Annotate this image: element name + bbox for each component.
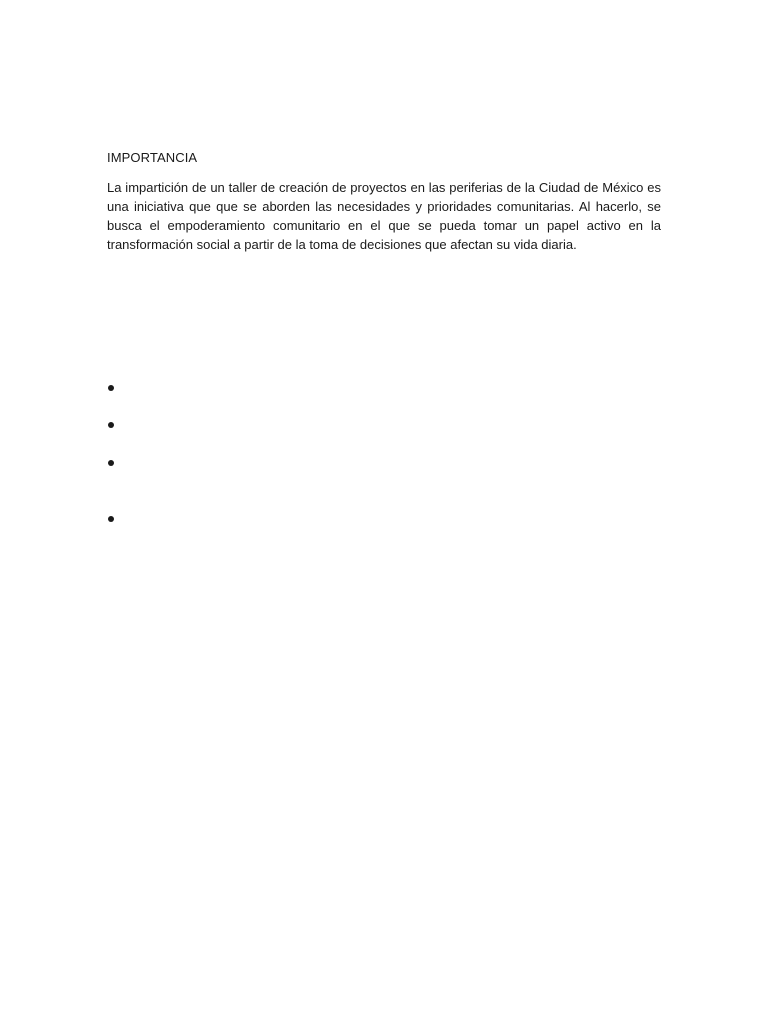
bullet-item-1 [106, 383, 116, 393]
bullet-item-2 [106, 420, 116, 430]
bullet-dot-icon [108, 422, 114, 428]
bullet-item-3 [106, 458, 116, 468]
body-paragraph: La impartición de un taller de creación de proyectos en las periferias de la Ciudad de México es una iniciativa que que se aborden las necesidades y prioridades comunitarias. Al hacerlo, se busca el empoderamiento comunitario en el que se pueda tomar un papel activo en la transformación social a partir de la toma de decisiones que afectan su vida diaria. [107, 180, 661, 252]
bullet-dot-icon [108, 460, 114, 466]
section-heading: IMPORTANCIA [107, 150, 198, 165]
bullet-dot-icon [108, 516, 114, 522]
bullet-item-4 [106, 514, 116, 524]
bullet-dot-icon [108, 385, 114, 391]
